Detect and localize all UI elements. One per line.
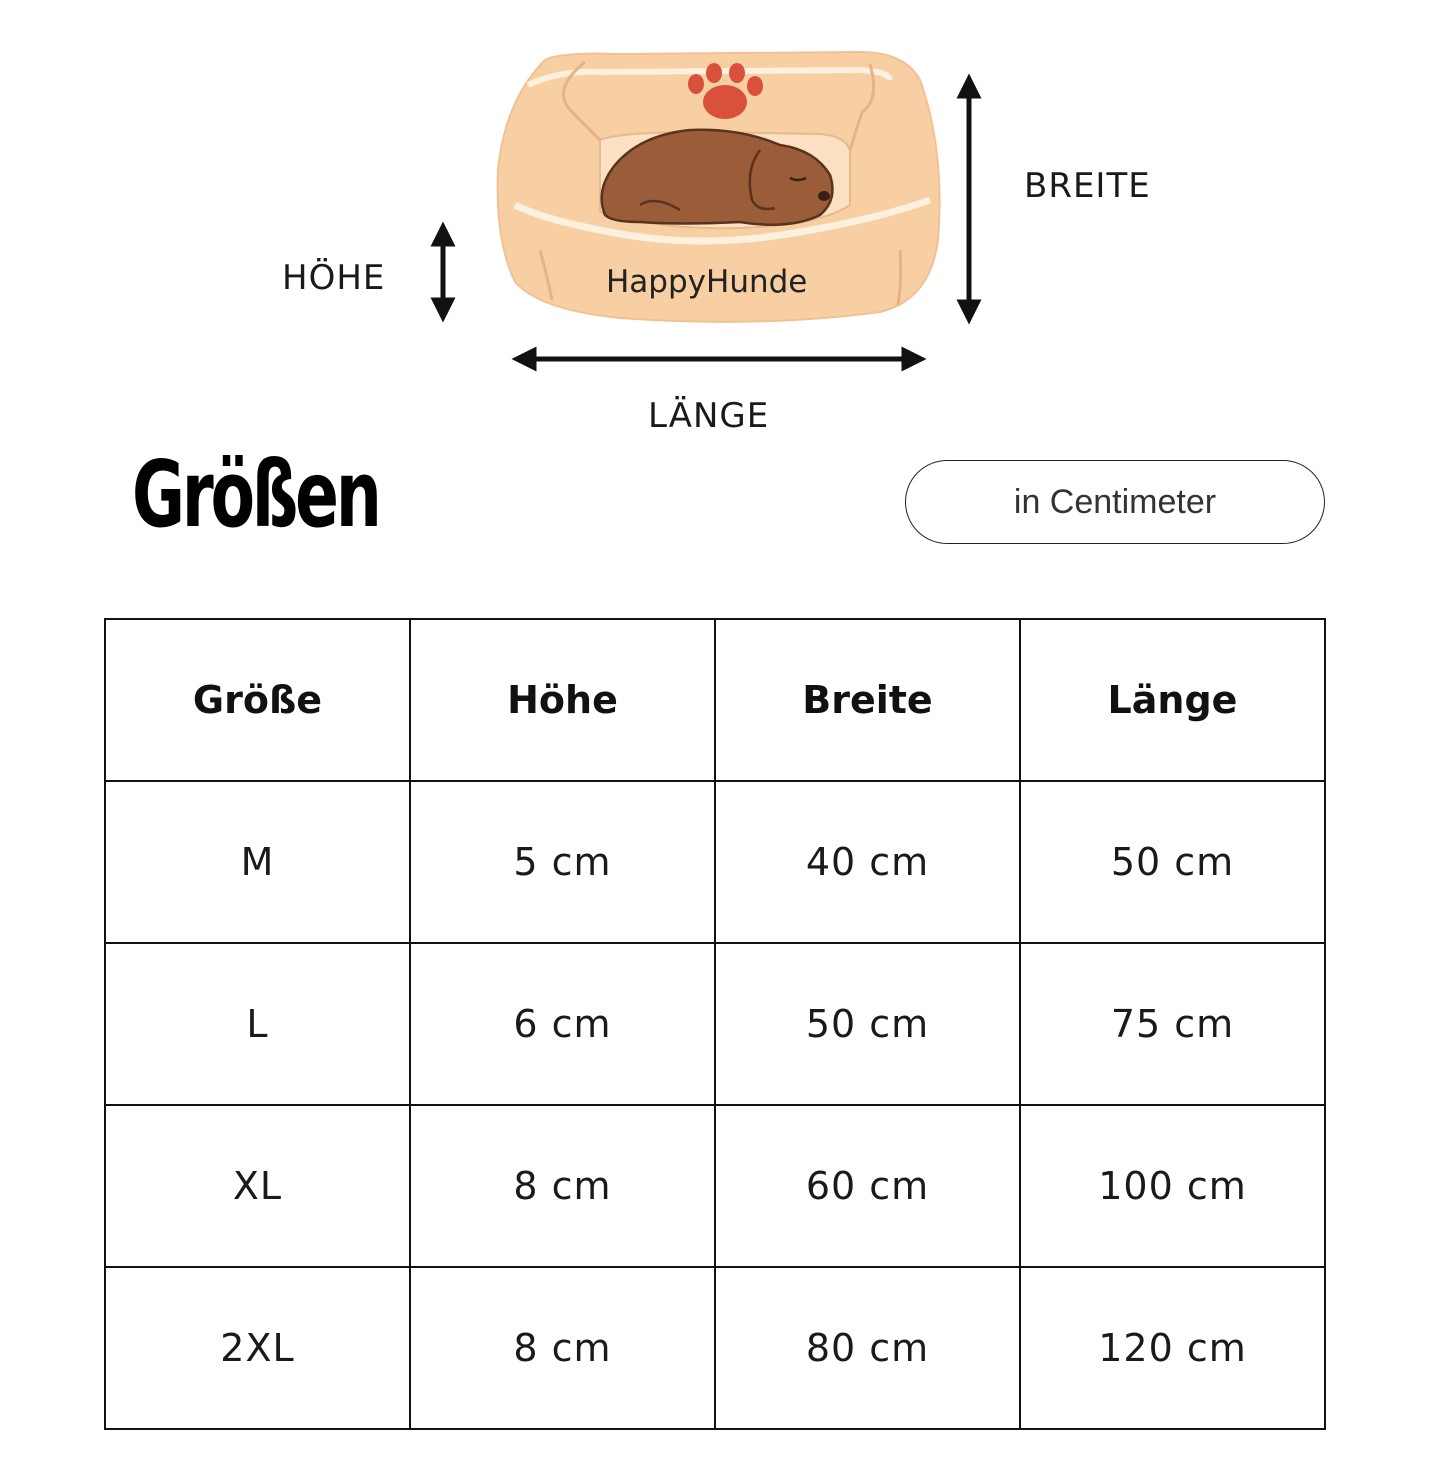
cell-size: XL bbox=[105, 1105, 410, 1267]
laenge-label: LÄNGE bbox=[648, 396, 770, 436]
column-header-height: Höhe bbox=[410, 619, 715, 781]
dog-bed-diagram bbox=[0, 0, 1445, 440]
table-row bbox=[105, 1267, 1325, 1429]
brand-label: HappyHunde bbox=[606, 264, 808, 300]
cell-height: 6 cm bbox=[410, 943, 715, 1105]
dog-bed-illustration bbox=[0, 0, 1445, 440]
table-header-row bbox=[105, 619, 1325, 781]
cell-width: 80 cm bbox=[715, 1267, 1020, 1429]
table-row bbox=[105, 781, 1325, 943]
size-table bbox=[104, 618, 1326, 1430]
cell-width: 40 cm bbox=[715, 781, 1020, 943]
table-row bbox=[105, 1105, 1325, 1267]
cell-size: M bbox=[105, 781, 410, 943]
cell-height: 8 cm bbox=[410, 1105, 715, 1267]
cell-height: 8 cm bbox=[410, 1267, 715, 1429]
cell-length: 100 cm bbox=[1020, 1105, 1325, 1267]
unit-badge: in Centimeter bbox=[905, 460, 1325, 544]
cell-length: 50 cm bbox=[1020, 781, 1325, 943]
table-row bbox=[105, 943, 1325, 1105]
cell-size: 2XL bbox=[105, 1267, 410, 1429]
column-header-length: Länge bbox=[1020, 619, 1325, 781]
hoehe-label: HÖHE bbox=[282, 258, 386, 298]
column-header-size: Größe bbox=[105, 619, 410, 781]
breite-label: BREITE bbox=[1024, 166, 1151, 206]
cell-size: L bbox=[105, 943, 410, 1105]
cell-length: 120 cm bbox=[1020, 1267, 1325, 1429]
cell-width: 50 cm bbox=[715, 943, 1020, 1105]
column-header-width: Breite bbox=[715, 619, 1020, 781]
cell-width: 60 cm bbox=[715, 1105, 1020, 1267]
page-title: Größen bbox=[132, 441, 379, 548]
cell-height: 5 cm bbox=[410, 781, 715, 943]
cell-length: 75 cm bbox=[1020, 943, 1325, 1105]
